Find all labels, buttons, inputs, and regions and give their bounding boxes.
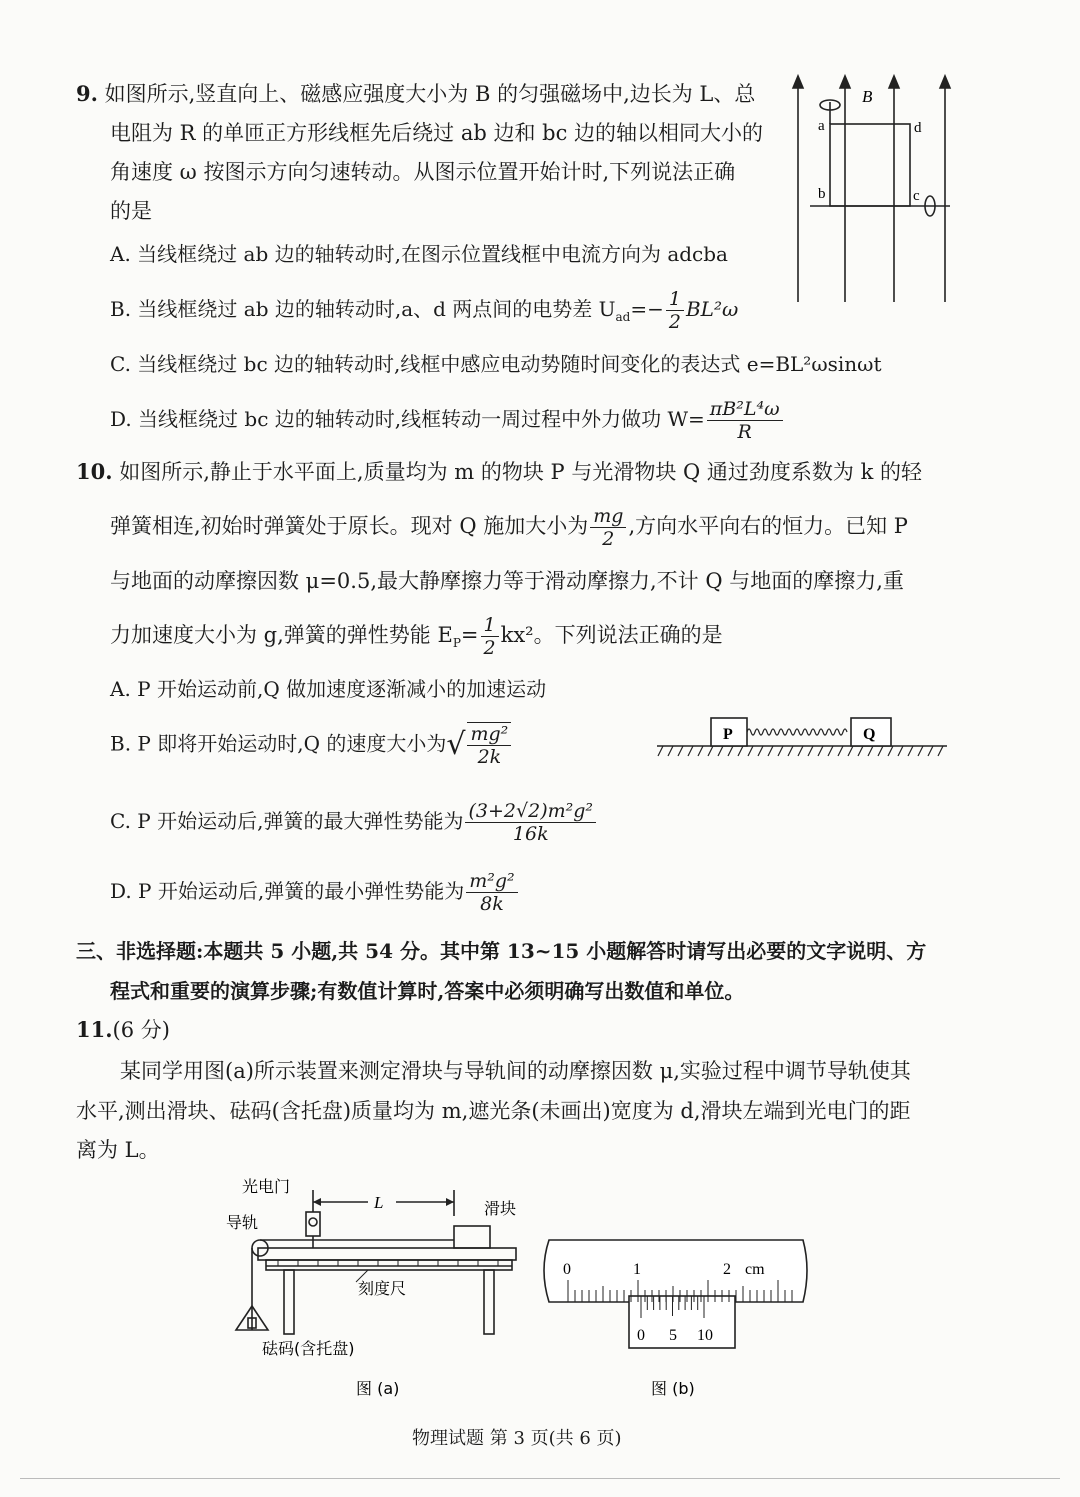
q10-b-num: mg²	[467, 723, 511, 746]
q10-line1	[76, 458, 922, 486]
main-scale	[544, 1240, 807, 1302]
q10-c-den: 16k	[512, 823, 549, 845]
page-footer: 物理试题 第 3 页(共 6 页)	[412, 1428, 622, 1449]
figure-a-caption: 图 (a)	[356, 1379, 400, 1398]
q9-option-c: C. 当线框绕过 bc 边的轴转动时,线框中感应电动势随时间变化的表达式 e=BL²ωsinωt	[110, 352, 882, 376]
q9-text-1: 如图所示,竖直向上、磁感应强度大小为 B 的匀强磁场中,边长为 L、总	[104, 82, 756, 106]
q11-number: 11.	[76, 1017, 113, 1042]
q10-number: 10.	[76, 459, 113, 484]
q9-d-fraction	[707, 398, 783, 443]
q9-b-num: 1	[666, 288, 684, 311]
q10-b-text: B. P 即将开始运动时,Q 的速度大小为	[110, 731, 447, 756]
q9-b-eq: =−	[630, 297, 664, 321]
q10-text-4a: 力加速度大小为 g,弹簧的弹性势能 E	[110, 623, 453, 647]
q9-b-post: BL²ω	[685, 297, 739, 321]
q9-b-sub: ad	[615, 310, 631, 324]
figure-b-caption: 图 (b)	[651, 1379, 695, 1398]
label-weight: 砝码(含托盘)	[262, 1339, 355, 1358]
q10-spring-figure	[655, 712, 955, 762]
q9-b-den: 2	[668, 311, 681, 333]
q10-text-4b: kx²。下列说法正确的是	[500, 623, 723, 647]
q11-points: (6 分)	[112, 1018, 170, 1042]
q9-fig-label-b: b	[818, 186, 826, 202]
q9-line4: 的是	[110, 199, 152, 223]
label-scale: 刻度尺	[358, 1279, 407, 1298]
q10-c-text: C. P 开始运动后,弹簧的最大弹性势能为	[110, 809, 464, 833]
q9-option-b	[110, 288, 738, 333]
main-label-1: 1	[633, 1261, 641, 1278]
label-photogate: 光电门	[242, 1177, 291, 1196]
q10-energy-fraction	[481, 614, 499, 659]
q10-d-num: m²g²	[466, 870, 517, 893]
vernier-label-10: 10	[697, 1327, 713, 1344]
main-label-0: 0	[563, 1261, 571, 1278]
q11-line1: 某同学用图(a)所示装置来测定滑块与导轨间的动摩擦因数 μ,实验过程中调节导轨使其	[120, 1059, 911, 1083]
main-label-2: 2	[723, 1261, 731, 1278]
q9-fig-label-b-field: B	[862, 87, 873, 106]
q10-text-4-eq: =	[460, 623, 479, 647]
q10-text-2a: 弹簧相连,初始时弹簧处于原长。现对 Q 施加大小为	[110, 514, 589, 538]
q10-d-fraction	[466, 870, 517, 915]
section3-heading-1: 三、非选择题:本题共 5 小题,共 54 分。其中第 13~15 小题解答时请写出必要的文字说明、方	[76, 939, 927, 963]
q10-b-den: 2k	[477, 746, 502, 768]
q10-option-a: A. P 开始运动前,Q 做加速度逐渐减小的加速运动	[110, 677, 547, 701]
q9-line3: 角速度 ω 按图示方向匀速转动。从图示位置开始计时,下列说法正确	[110, 160, 736, 184]
q9-fig-label-d: d	[914, 120, 922, 136]
rail	[258, 1248, 516, 1260]
q10-b-fraction	[467, 722, 511, 768]
q10-force-den: 2	[602, 528, 615, 550]
q9-option-a: A. 当线框绕过 ab 边的轴转动时,在图示位置线框中电流方向为 adcba	[110, 242, 728, 266]
q10-text-1: 如图所示,静止于水平面上,质量均为 m 的物块 P 与光滑物块 Q 通过劲度系数为 k 的轻	[119, 460, 922, 484]
slider-block	[454, 1226, 490, 1248]
q9-b-fraction	[666, 288, 684, 333]
ground-hatching	[658, 746, 943, 756]
q11-figure-a	[218, 1170, 538, 1400]
q10-force-num: mg	[590, 505, 626, 528]
sqrt-sign: √	[446, 727, 466, 762]
q10-energy-num: 1	[481, 614, 499, 637]
block-p-label: P	[723, 726, 733, 743]
q9-option-d	[110, 398, 785, 443]
label-rail: 导轨	[226, 1213, 259, 1232]
q10-energy-den: 2	[483, 637, 496, 659]
q10-text-4-sub: P	[452, 636, 461, 651]
q9-number: 9.	[76, 81, 98, 106]
main-label-unit: cm	[745, 1261, 765, 1278]
q10-option-b	[110, 722, 513, 768]
q9-d-den: R	[737, 421, 752, 443]
q10-force-fraction	[590, 505, 626, 550]
photogate	[306, 1212, 320, 1236]
q9-d-text: D. 当线框绕过 bc 边的轴转动时,线框转动一周过程中外力做功 W=	[110, 407, 705, 431]
q10-text-2b: ,方向水平向右的恒力。已知 P	[628, 514, 908, 538]
q10-option-c	[110, 800, 598, 845]
label-distance-l: L	[374, 1193, 384, 1212]
q9-fig-label-a: a	[818, 118, 825, 134]
ruler	[266, 1260, 512, 1270]
q9-magnetic-field-figure	[790, 72, 970, 312]
q11-figure-b-vernier	[535, 1230, 815, 1400]
bottom-divider	[20, 1478, 1060, 1479]
q10-line4	[110, 614, 723, 659]
q10-c-num: (3+2√2)m²g²	[465, 800, 596, 823]
label-slider: 滑块	[484, 1199, 517, 1218]
q10-d-text: D. P 开始运动后,弹簧的最小弹性势能为	[110, 879, 465, 903]
section3-heading-2: 程式和重要的演算步骤;有数值计算时,答案中必须明确写出数值和单位。	[110, 979, 745, 1003]
q10-option-d	[110, 870, 520, 915]
block-q-label: Q	[863, 726, 876, 743]
q10-d-den: 8k	[480, 893, 504, 915]
q9-d-num: πB²L⁴ω	[707, 398, 783, 421]
q11-header	[76, 1016, 170, 1044]
spring	[747, 729, 847, 735]
vernier-label-0: 0	[637, 1327, 645, 1344]
q10-c-fraction	[465, 800, 596, 845]
q10-line3: 与地面的动摩擦因数 μ=0.5,最大静摩擦力等于滑动摩擦力,不计 Q 与地面的摩擦力,重	[110, 569, 904, 593]
q9-line1	[76, 80, 755, 108]
vernier-label-5: 5	[669, 1327, 677, 1344]
ruler-ticks	[278, 1260, 498, 1266]
q9-b-text: B. 当线框绕过 ab 边的轴转动时,a、d 两点间的电势差 U	[110, 297, 616, 321]
q9-fig-label-c: c	[913, 188, 920, 204]
q11-line2: 水平,测出滑块、砝码(含托盘)质量均为 m,遮光条(未画出)宽度为 d,滑块左端到光电门的距	[76, 1099, 911, 1123]
q9-line2: 电阻为 R 的单匝正方形线框先后绕过 ab 边和 bc 边的轴以相同大小的	[110, 121, 764, 145]
q11-line3: 离为 L。	[76, 1138, 160, 1162]
q10-line2	[110, 505, 908, 550]
